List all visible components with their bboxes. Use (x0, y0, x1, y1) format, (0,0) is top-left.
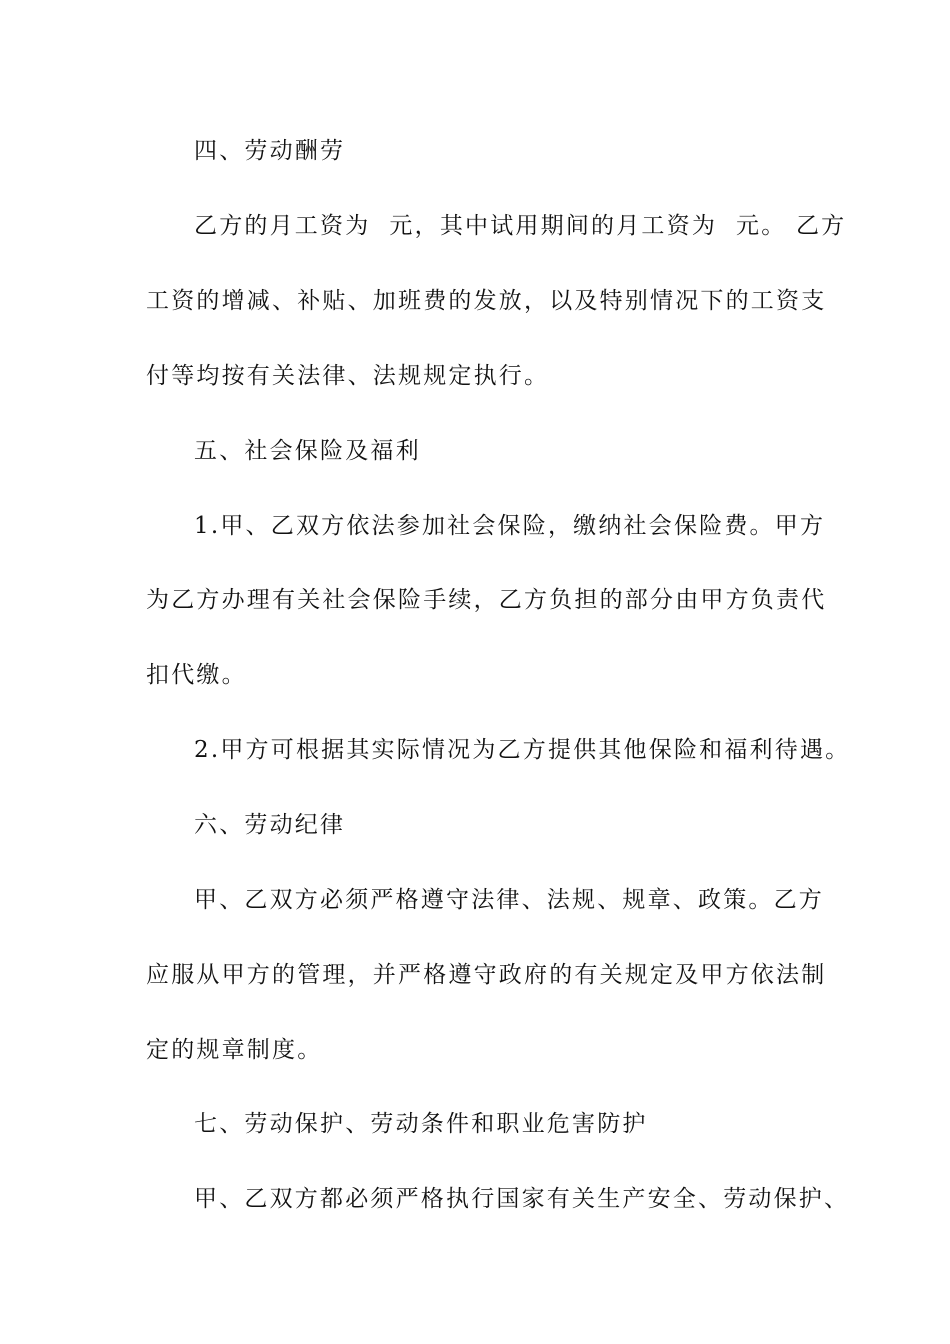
paragraph-line: 1.甲、乙双方依法参加社会保险，缴纳社会保险费。甲方 (194, 513, 826, 539)
section-heading-remuneration: 四、劳动酬劳 (194, 138, 346, 164)
paragraph-line: 扣代缴。 (146, 662, 247, 688)
paragraph-line: 甲、乙双方必须严格遵守法律、法规、规章、政策。乙方 (194, 887, 824, 913)
paragraph-line: 工资的增减、补贴、加班费的发放，以及特别情况下的工资支 (146, 288, 827, 314)
paragraph-line: 付等均按有关法律、法规规定执行。 (146, 363, 550, 389)
paragraph-line: 2.甲方可根据其实际情况为乙方提供其他保险和福利待遇。 (194, 737, 851, 763)
paragraph-line: 为乙方办理有关社会保险手续，乙方负担的部分由甲方负责代 (146, 587, 827, 613)
paragraph-line: 应服从甲方的管理，并严格遵守政府的有关规定及甲方依法制 (146, 962, 827, 988)
paragraph-line: 定的规章制度。 (146, 1037, 323, 1063)
paragraph-line: 乙方的月工资为 元，其中试用期间的月工资为 元。 乙方 (194, 213, 847, 239)
paragraph-line: 甲、乙双方都必须严格执行国家有关生产安全、劳动保护、 (194, 1186, 850, 1212)
section-heading-labor-protection: 七、劳动保护、劳动条件和职业危害防护 (194, 1111, 648, 1137)
section-heading-social-insurance: 五、社会保险及福利 (194, 438, 421, 464)
section-heading-labor-discipline: 六、劳动纪律 (194, 812, 346, 838)
